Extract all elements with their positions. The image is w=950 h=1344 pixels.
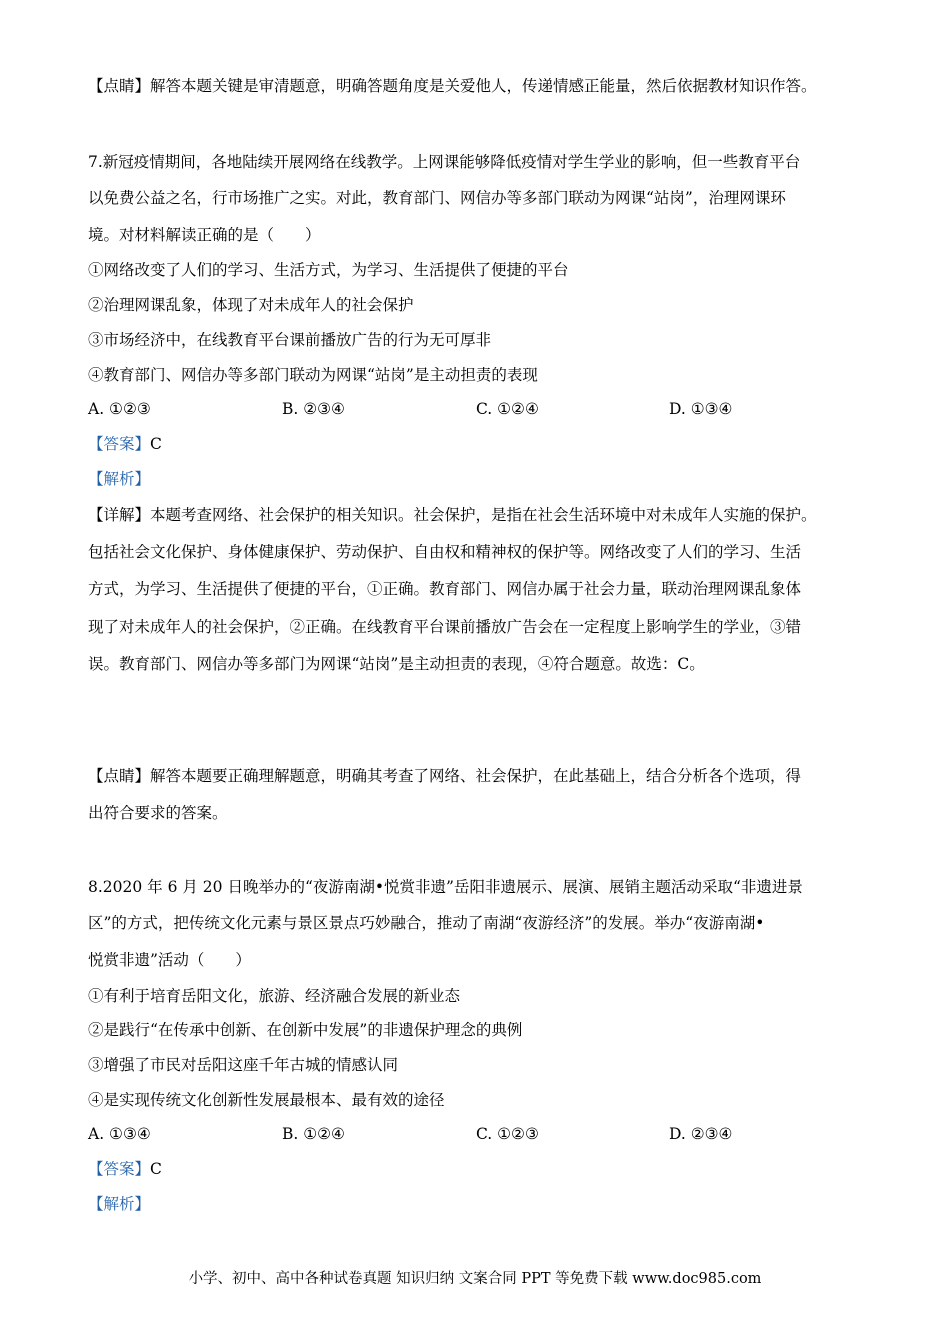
q7-analysis-tag: 【解析】: [88, 470, 151, 488]
answer-value: C: [150, 1160, 162, 1178]
tip-text: 解答本题关键是审清题意，明确答题角度是关爱他人，传递情感正能量，然后依据教材知识作答。: [150, 77, 817, 95]
q8-stem-line-1: 8.2020 年 6 月 20 日晚举办的“夜游南湖•悦赏非遗”岳阳非遗展示、展演、展销主题活动采取“非遗进景: [88, 878, 803, 896]
q7-stem-line-3: 境。对材料解读正确的是（ ）: [88, 226, 321, 244]
q7-detail-line-5: 误。教育部门、网信办等多部门为网课“站岗”是主动担责的表现，④符合题意。故选：C。: [88, 655, 705, 673]
q8-statement-4: ④是实现传统文化创新性发展最根本、最有效的途径: [88, 1091, 445, 1109]
q8-option-d: D. ②③④: [669, 1125, 733, 1143]
q8-analysis-tag: 【解析】: [88, 1195, 151, 1213]
q8-option-c: C. ①②③: [476, 1125, 539, 1143]
q8-answer: [88, 1158, 878, 1180]
q8-option-a: A. ①③④: [88, 1125, 151, 1143]
tip-text: 解答本题要正确理解题意，明确其考查了网络、社会保护，在此基础上，结合分析各个选项，得: [150, 767, 802, 785]
q7-detail-line-4: 现了对未成年人的社会保护，②正确。在线教育平台课前播放广告会在一定程度上影响学生的学业，③错: [88, 618, 802, 636]
answer-value: C: [150, 435, 162, 453]
q8-statement-1: ①有利于培育岳阳文化，旅游、经济融合发展的新业态: [88, 987, 461, 1005]
q7-option-c: C. ①②④: [476, 400, 539, 418]
q7-option-b: B. ②③④: [282, 400, 345, 418]
q7-option-d: D. ①③④: [669, 400, 733, 418]
answer-tag: 【答案】: [88, 435, 151, 453]
detail-text: 本题考查网络、社会保护的相关知识。社会保护，是指在社会生活环境中对未成年人实施的保护。: [150, 506, 817, 524]
tip-paragraph: [88, 75, 878, 97]
detail-tag: 【详解】: [88, 506, 151, 524]
q8-option-b: B. ①②④: [282, 1125, 345, 1143]
q7-statement-3: ③市场经济中，在线教育平台课前播放广告的行为无可厚非: [88, 331, 492, 349]
tip-tag: 【点睛】: [88, 77, 151, 95]
q7-answer: [88, 433, 878, 455]
q7-stem-line-2: 以免费公益之名，行市场推广之实。对此，教育部门、网信办等多部门联动为网课“站岗”，治理网课环: [88, 189, 786, 207]
q7-tip-line-1: [88, 765, 878, 787]
q7-tip-line-2: 出符合要求的答案。: [88, 804, 228, 822]
tip-tag: 【点睛】: [88, 767, 151, 785]
q8-stem-line-2: 区”的方式，把传统文化元素与景区景点巧妙融合，推动了南湖“夜游经济”的发展。举办“夜游南湖•: [88, 914, 765, 932]
q7-stem-line-1: 7.新冠疫情期间，各地陆续开展网络在线教学。上网课能够降低疫情对学生学业的影响，但一些教育平台: [88, 153, 801, 171]
q8-statement-2: ②是践行“在传承中创新、在创新中发展”的非遗保护理念的典例: [88, 1021, 523, 1039]
q7-statement-4: ④教育部门、网信办等多部门联动为网课“站岗”是主动担责的表现: [88, 366, 538, 384]
q7-detail-line-1: [88, 504, 878, 526]
page-footer: 小学、初中、高中各种试卷真题 知识归纳 文案合同 PPT 等免费下载 www.doc985.com: [188, 1271, 762, 1287]
q7-detail-line-3: 方式，为学习、生活提供了便捷的平台，①正确。教育部门、网信办属于社会力量，联动治理网课乱象体: [88, 580, 802, 598]
q8-stem-line-3: 悦赏非遗”活动（ ）: [88, 951, 251, 969]
answer-tag: 【答案】: [88, 1160, 151, 1178]
q8-statement-3: ③增强了市民对岳阳这座千年古城的情感认同: [88, 1056, 399, 1074]
q7-detail-line-2: 包括社会文化保护、身体健康保护、劳动保护、自由权和精神权的保护等。网络改变了人们的学习、生活: [88, 543, 802, 561]
q7-statement-2: ②治理网课乱象，体现了对未成年人的社会保护: [88, 296, 414, 314]
q7-option-a: A. ①②③: [88, 400, 151, 418]
q7-statement-1: ①网络改变了人们的学习、生活方式，为学习、生活提供了便捷的平台: [88, 261, 569, 279]
